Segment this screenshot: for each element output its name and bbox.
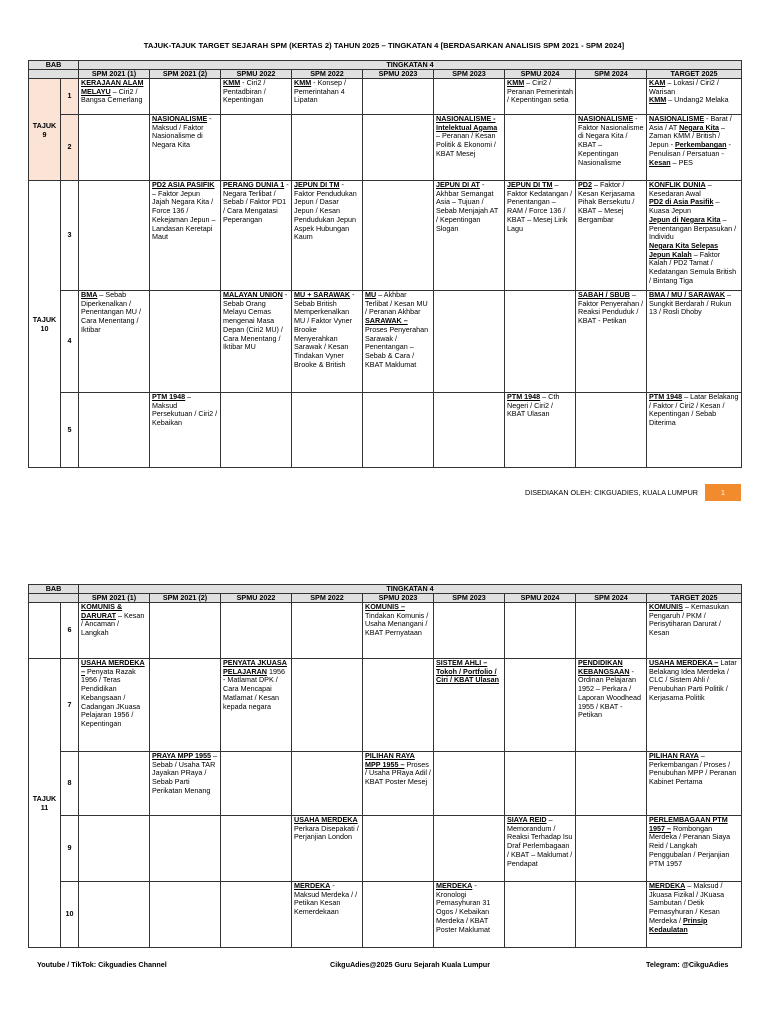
bab-number: 8 (61, 752, 79, 816)
table-cell (221, 752, 292, 816)
table-cell (150, 882, 221, 948)
table-cell (221, 603, 292, 659)
table-cell (434, 603, 505, 659)
table-cell (292, 659, 363, 752)
table-cell (363, 816, 434, 882)
bab-number: 7 (61, 659, 79, 752)
tajuk-label: TAJUK 11 (29, 659, 61, 948)
table-cell: PTM 1948 – Latar Belakang / Faktor / Ciri2 / Kesan / Kepentingan / Sebab Diterima (647, 393, 742, 468)
col-header: SPM 2021 (1) (79, 594, 150, 603)
table-cell: MERDEKA - Maksud Merdeka / / Petikan Kesan Kemerdekaan (292, 882, 363, 948)
table-cell (79, 181, 150, 291)
table-cell (576, 816, 647, 882)
table-cell: NASIONALISME - Intelektual Agama – Peranan / Kesan Politik & Ekonomi / KBAT Mesej (434, 115, 505, 181)
bab-number: 3 (61, 181, 79, 291)
table-cell: PILIHAN RAYA – Perkembangan / Proses / Penubuhan MPP / Peranan Kabinet Pertama (647, 752, 742, 816)
table-cell (505, 603, 576, 659)
table-cell (150, 603, 221, 659)
table-cell: PTM 1948 – Cth Negeri / Ciri2 / KBAT Ulasan (505, 393, 576, 468)
col-header: SPMU 2023 (363, 594, 434, 603)
table-cell (363, 181, 434, 291)
table-cell (150, 291, 221, 393)
table-cell: PENYATA JKUASA PELAJARAN 1956 - Matlamat DPK / Cara Mencapai Matlamat / Kesan kepada negara (221, 659, 292, 752)
table-cell: PRAYA MPP 1955 – Sebab / Usaha TAR Jayakan PRaya / Sebab Parti Perikatan Menang (150, 752, 221, 816)
footer-copyright: CikguAdies@2025 Guru Sejarah Kuala Lumpur (330, 960, 490, 969)
topic-table-page-2 (28, 584, 742, 948)
table-cell: NASIONALISME - Barat / Asia / AT Negara Kita – Zaman KMM / British / Jepun - Perkembangan - Penulisan / Persatuan - Kesan – PES (647, 115, 742, 181)
table-cell (505, 115, 576, 181)
table-cell (221, 816, 292, 882)
table-cell (434, 393, 505, 468)
table-cell: PILIHAN RAYA MPP 1955 – Proses / Usaha PRaya Adil / KBAT Poster Mesej (363, 752, 434, 816)
table-cell (79, 752, 150, 816)
footer-telegram: Telegram: @CikguAdies (646, 960, 729, 969)
tingkatan-header: TINGKATAN 4 (79, 61, 742, 70)
page-number: 1 (705, 484, 741, 501)
table-cell (576, 752, 647, 816)
bab-number: 10 (61, 882, 79, 948)
table-cell: PERLEMBAGAAN PTM 1957 – Rombongan Merdeka / Peranan Siaya Reid / Langkah Penggubalan / Perjanjian PTM 1957 (647, 816, 742, 882)
col-header: SPM 2021 (1) (79, 70, 150, 79)
table-cell (79, 882, 150, 948)
table-cell (221, 393, 292, 468)
table-cell: NASIONALISME - Maksud / Faktor Nasionalisme di Negara Kita (150, 115, 221, 181)
col-header: SPMU 2024 (505, 70, 576, 79)
bab-number: 9 (61, 816, 79, 882)
table-cell (363, 393, 434, 468)
table-cell: KMM – Ciri2 / Peranan Pemerintah / Kepentingan setia (505, 79, 576, 115)
table-cell: KONFLIK DUNIA – Kesedaran Awal PD2 di Asia Pasifik – Kuasa Jepun Jepun di Negara Kita – Penentangan Berpasukan / Individu Negara Kita Selepas Jepun Kalah – Faktor Kalah / PD2 Tamat / Kedatangan Semula British / Bintang Tiga (647, 181, 742, 291)
table-cell: KOMUNIS – Tindakan Komunis / Usaha Menangani / KBAT Pernyataan (363, 603, 434, 659)
bab-header: BAB (29, 585, 79, 594)
table-cell: JEPUN DI TM – Faktor Kedatangan / Penentangan – RAM / Force 136 / KBAT – Mesej Lirik Lagu (505, 181, 576, 291)
bab-number: 6 (61, 603, 79, 659)
col-header: SPMU 2022 (221, 594, 292, 603)
table-cell: MU + SARAWAK - Sebab British Memperkenalkan MU / Faktor Vyner Brooke Menyerahkan Sarawak / Kesan Tindakan Vyner Brooke & British (292, 291, 363, 393)
table-cell (576, 79, 647, 115)
bab-number: 5 (61, 393, 79, 468)
bab-header: BAB (29, 61, 79, 70)
col-header: SPMU 2024 (505, 594, 576, 603)
table-cell (150, 816, 221, 882)
bab-number: 2 (61, 115, 79, 181)
table-cell: KERAJAAN ALAM MELAYU – Ciri2 / Bangsa Cemerlang (79, 79, 150, 115)
table-cell: MERDEKA - Kronologi Pemasyhuran 31 Ogos / Kebaikan Merdeka / KBAT Poster Maklumat (434, 882, 505, 948)
topic-table-page-1 (28, 60, 742, 468)
table-cell (221, 882, 292, 948)
table-cell: BMA – Sebab Diperkenalkan / Penentangan MU / Cara Menentang / Iktibar (79, 291, 150, 393)
table-cell (363, 79, 434, 115)
table-cell: PD2 – Faktor / Kesan Kerjasama Pihak Bersekutu / KBAT – Mesej Bergambar (576, 181, 647, 291)
table-cell: KOMUNIS – Kemasukan Pengaruh / PKM / Perisytiharan Darurat / Kesan (647, 603, 742, 659)
table-cell (150, 659, 221, 752)
table-cell (505, 882, 576, 948)
table-cell (363, 659, 434, 752)
table-cell (292, 115, 363, 181)
table-cell (434, 79, 505, 115)
document-title: TAJUK-TAJUK TARGET SEJARAH SPM (KERTAS 2) TAHUN 2025 – TINGKATAN 4 [BERDASARKAN ANALISIS SPM 2021 - SPM 2024] (143, 41, 625, 50)
table-cell: MU – Akhbar Terlibat / Kesan MU / Peranan Akhbar SARAWAK – Proses Penyerahan Sarawak / Penentangan – Sebab & Cara / KBAT Maklumat (363, 291, 434, 393)
table-cell: USAHA MERDEKA Perkara Disepakati / Perjanjian London (292, 816, 363, 882)
table-cell (363, 882, 434, 948)
col-header: SPM 2024 (576, 70, 647, 79)
table-cell: USAHA MERDEKA – Latar Belakang Idea Merdeka / CLC / Sistem Ahli / Penubuhan Parti Politik / Kerjasama Politik (647, 659, 742, 752)
col-header: SPM 2022 (292, 70, 363, 79)
table-cell: KAM – Lokasi / Ciri2 / Warisan KMM – Undang2 Melaka (647, 79, 742, 115)
table-cell (292, 603, 363, 659)
table-cell: PERANG DUNIA 1 - Negara Terlibat / Sebab / Faktor PD1 / Cara Mengatasi Peperangan (221, 181, 292, 291)
col-header: SPM 2023 (434, 594, 505, 603)
col-header: SPM 2021 (2) (150, 594, 221, 603)
footer-youtube: Youtube / TikTok: Cikguadies Channel (37, 960, 167, 969)
col-header: SPM 2022 (292, 594, 363, 603)
tajuk-label (29, 603, 61, 659)
col-header: SPMU 2023 (363, 70, 434, 79)
table-cell (79, 816, 150, 882)
table-cell (434, 752, 505, 816)
table-cell: SIAYA REID – Memorandum / Reaksi Terhadap Isu Draf Perlembagaan / KBAT – Maklumat / Pendapat (505, 816, 576, 882)
table-cell: SISTEM AHLI – Tokoh / Portfolio / Ciri / KBAT Ulasan (434, 659, 505, 752)
table-cell: KOMUNIS & DARURAT – Kesan / Ancaman / Langkah (79, 603, 150, 659)
table-cell (505, 659, 576, 752)
table-cell (576, 603, 647, 659)
tajuk-label: TAJUK 9 (29, 79, 61, 181)
table-cell: KMM - Ciri2 / Pentadbiran / Kepentingan (221, 79, 292, 115)
prepared-by-bar (525, 484, 741, 501)
table-cell (150, 79, 221, 115)
prepared-by: DISEDIAKAN OLEH: CIKGUADIES, KUALA LUMPUR (525, 488, 698, 497)
table-cell (292, 393, 363, 468)
table-cell: MERDEKA – Maksud / Jkuasa Fizikal / JKuasa Sambutan / Detik Pemasyhuran / Kesan Merdeka / Prinsip Kedaulatan (647, 882, 742, 948)
tajuk-label: TAJUK 10 (29, 181, 61, 468)
table-cell (292, 752, 363, 816)
table-cell (79, 115, 150, 181)
table-cell (363, 115, 434, 181)
table-cell: SABAH / SBUB – Faktor Penyerahan / Reaksi Penduduk / KBAT - Petikan (576, 291, 647, 393)
tingkatan-header: TINGKATAN 4 (79, 585, 742, 594)
table-cell (79, 393, 150, 468)
bab-number: 1 (61, 79, 79, 115)
bab-number: 4 (61, 291, 79, 393)
table-cell: NASIONALISME - Faktor Nasionalisme di Negara Kita / KBAT – Kepentingan Nasionalisme (576, 115, 647, 181)
table-cell: JEPUN DI AT - Akhbar Semangat Asia – Tujuan / Sebab Menjajah AT / Kepentingan Slogan (434, 181, 505, 291)
table-cell: KMM - Konsep / Pemerintahan 4 Lipatan (292, 79, 363, 115)
col-header: SPMU 2022 (221, 70, 292, 79)
table-cell (576, 882, 647, 948)
table-cell: PD2 ASIA PASIFIK – Faktor Jepun Jajah Negara Kita / Force 136 / Kekejaman Jepun – Landasan Keretapi Maut (150, 181, 221, 291)
table-cell (505, 752, 576, 816)
table-cell: JEPUN DI TM - Faktor Pendudukan Jepun / Dasar Jepun / Kesan Pendudukan Jepun Aspek Hubungan Kaum (292, 181, 363, 291)
table-cell (576, 393, 647, 468)
table-cell (434, 291, 505, 393)
table-cell: PTM 1948 – Maksud Persekutuan / Ciri2 / Kebaikan (150, 393, 221, 468)
col-header: TARGET 2025 (647, 70, 742, 79)
col-header: SPM 2023 (434, 70, 505, 79)
table-cell (434, 816, 505, 882)
col-header: SPM 2021 (2) (150, 70, 221, 79)
col-header: TARGET 2025 (647, 594, 742, 603)
table-cell: USAHA MERDEKA – Penyata Razak 1956 / Teras Pendidikan Kebangsaan / Cadangan JKuasa Pelajaran 1956 / Kepentingan (79, 659, 150, 752)
col-header: SPM 2024 (576, 594, 647, 603)
table-cell: BMA / MU / SARAWAK – Sungkit Berdarah / Rukun 13 / Rosli Dhoby (647, 291, 742, 393)
table-cell (221, 115, 292, 181)
table-cell: PENDIDIKAN KEBANGSAAN - Ordinan Pelajaran 1952 – Perkara / Laporan Woodhead 1955 / KBAT - Petikan (576, 659, 647, 752)
table-cell (505, 291, 576, 393)
table-cell: MALAYAN UNION - Sebab Orang Melayu Cemas mengenai Masa Depan (Ciri2 MU) / Cara Menentang / Iktibar MU (221, 291, 292, 393)
